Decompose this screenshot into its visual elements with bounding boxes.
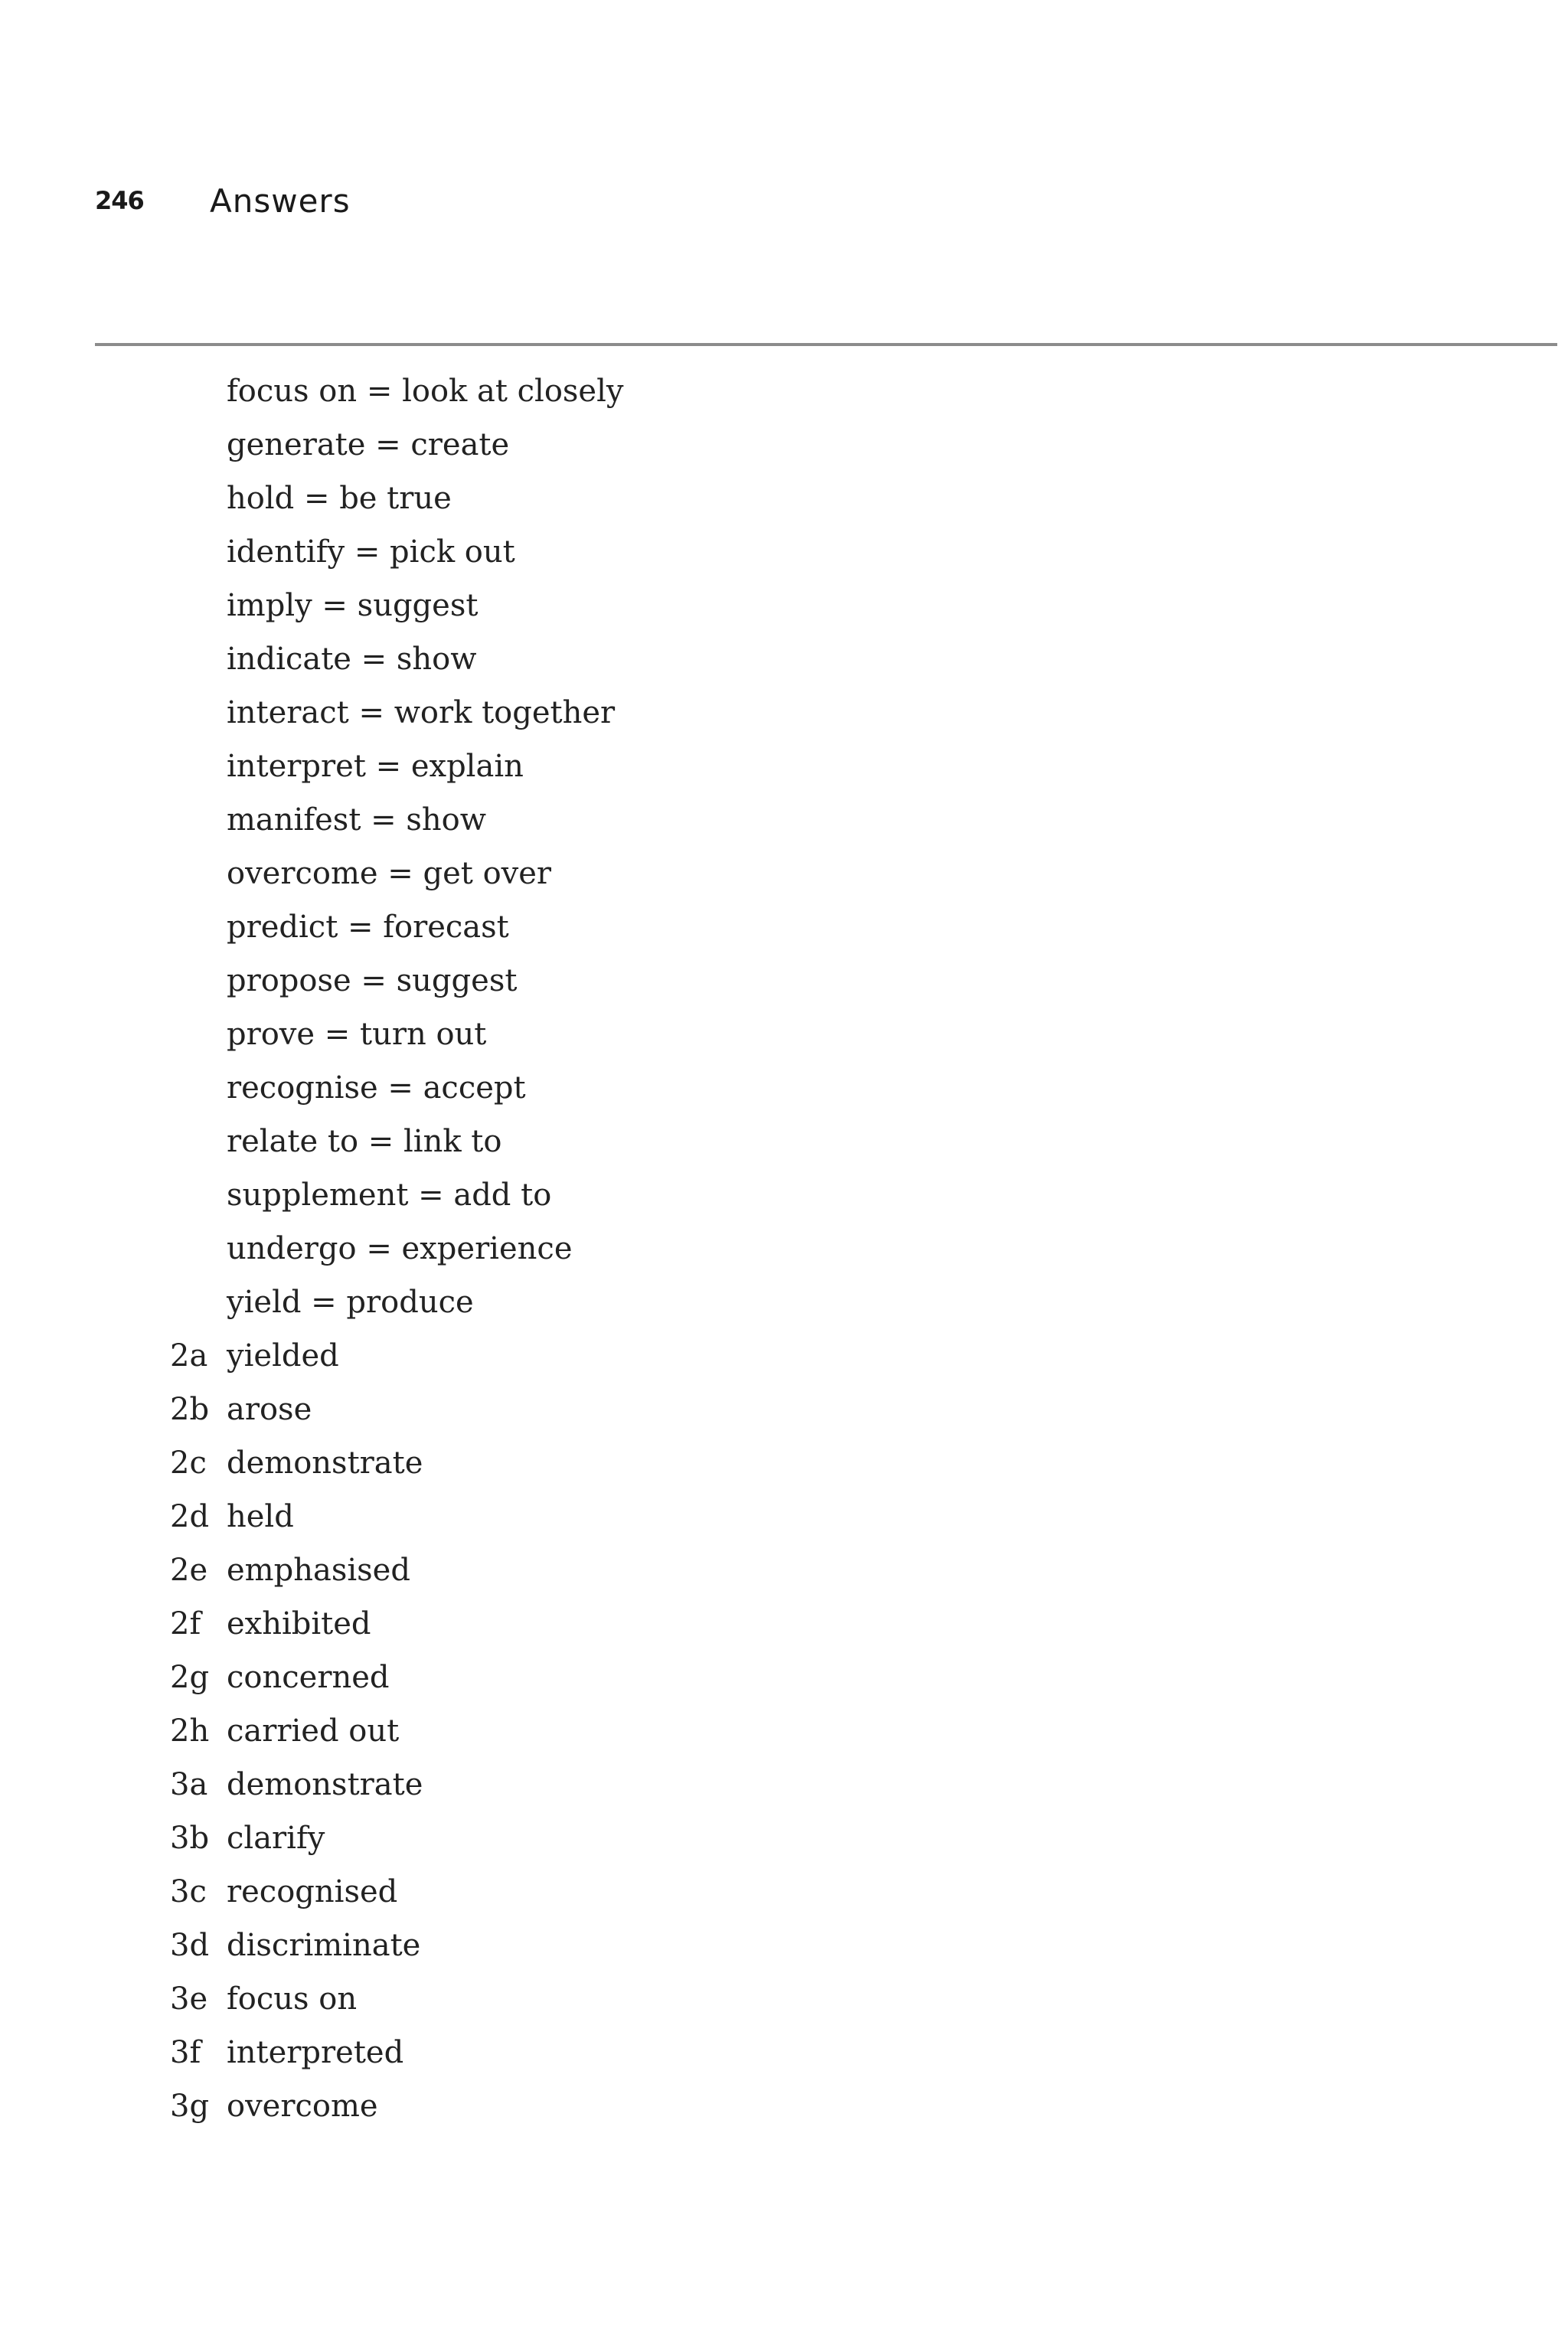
answer-text: concerned xyxy=(227,1660,390,1695)
answer-row xyxy=(0,793,1568,847)
answer-row xyxy=(0,1651,1568,1704)
answer-row xyxy=(0,2026,1568,2079)
answer-row xyxy=(0,740,1568,793)
answer-text: relate to = link to xyxy=(227,1124,502,1159)
answer-text: yield = produce xyxy=(227,1285,474,1320)
answer-text: focus on = look at closely xyxy=(227,374,624,409)
answer-text: identify = pick out xyxy=(227,534,515,570)
header-divider xyxy=(95,343,1557,346)
answer-row xyxy=(0,954,1568,1008)
answer-row xyxy=(0,1544,1568,1597)
answer-text: held xyxy=(227,1499,294,1534)
answer-number: 3c xyxy=(170,1874,207,1909)
answer-row xyxy=(0,686,1568,740)
answer-row xyxy=(0,2079,1568,2133)
answer-number: 3a xyxy=(170,1767,208,1802)
answer-text: demonstrate xyxy=(227,1446,423,1481)
page-number: 246 xyxy=(95,186,144,215)
answer-text: discriminate xyxy=(227,1928,421,1963)
answer-number: 2b xyxy=(170,1392,210,1427)
answer-row xyxy=(0,525,1568,579)
answer-row xyxy=(0,579,1568,632)
answer-row xyxy=(0,1597,1568,1651)
answer-text: yielded xyxy=(227,1338,339,1374)
answer-row xyxy=(0,1490,1568,1544)
answer-text: focus on xyxy=(227,1981,358,2017)
answer-text: imply = suggest xyxy=(227,588,479,623)
answer-row xyxy=(0,1919,1568,1972)
answer-number: 2a xyxy=(170,1338,208,1374)
answer-number: 3f xyxy=(170,2035,201,2070)
answer-row xyxy=(0,1811,1568,1865)
answer-text: interact = work together xyxy=(227,695,616,730)
answer-number: 3e xyxy=(170,1981,208,2017)
answer-text: recognise = accept xyxy=(227,1070,526,1106)
answer-number: 2f xyxy=(170,1606,201,1642)
answer-text: demonstrate xyxy=(227,1767,423,1802)
answer-text: indicate = show xyxy=(227,642,477,677)
answer-number: 2c xyxy=(170,1446,207,1481)
answer-text: manifest = show xyxy=(227,802,486,838)
answer-text: carried out xyxy=(227,1713,400,1749)
answer-row xyxy=(0,1758,1568,1811)
answers-list xyxy=(0,364,1568,2133)
answer-text: arose xyxy=(227,1392,312,1427)
answer-number: 3b xyxy=(170,1821,210,1856)
answer-number: 2e xyxy=(170,1553,208,1588)
answer-row xyxy=(0,418,1568,472)
answer-row xyxy=(0,1168,1568,1222)
answer-text: predict = forecast xyxy=(227,910,509,945)
answer-number: 2h xyxy=(170,1713,210,1749)
answer-row xyxy=(0,1383,1568,1436)
answer-text: propose = suggest xyxy=(227,963,518,998)
answer-row xyxy=(0,1115,1568,1168)
answer-text: overcome = get over xyxy=(227,856,552,891)
answer-row xyxy=(0,1865,1568,1919)
answer-text: clarify xyxy=(227,1821,325,1856)
answer-row xyxy=(0,847,1568,900)
answer-text: exhibited xyxy=(227,1606,371,1642)
answer-text: recognised xyxy=(227,1874,398,1909)
answer-text: undergo = experience xyxy=(227,1231,573,1266)
answer-number: 2g xyxy=(170,1660,210,1695)
answer-text: generate = create xyxy=(227,427,510,462)
answer-row xyxy=(0,364,1568,418)
page-header xyxy=(95,178,351,224)
answer-text: hold = be true xyxy=(227,481,452,516)
answer-row xyxy=(0,1436,1568,1490)
answer-row xyxy=(0,1329,1568,1383)
answer-number: 3d xyxy=(170,1928,210,1963)
answer-text: interpret = explain xyxy=(227,749,524,784)
answer-row xyxy=(0,1704,1568,1758)
answer-row xyxy=(0,1061,1568,1115)
answer-row xyxy=(0,1276,1568,1329)
answer-text: interpreted xyxy=(227,2035,404,2070)
answer-row xyxy=(0,900,1568,954)
answer-number: 3g xyxy=(170,2089,210,2124)
answer-row xyxy=(0,1972,1568,2026)
answer-row xyxy=(0,472,1568,525)
running-title: Answers xyxy=(210,181,351,220)
answer-row xyxy=(0,1008,1568,1061)
answer-text: supplement = add to xyxy=(227,1178,552,1213)
answer-number: 2d xyxy=(170,1499,210,1534)
answer-text: overcome xyxy=(227,2089,378,2124)
answer-text: prove = turn out xyxy=(227,1017,487,1052)
answer-text: emphasised xyxy=(227,1553,410,1588)
answer-row xyxy=(0,1222,1568,1276)
answer-row xyxy=(0,632,1568,686)
